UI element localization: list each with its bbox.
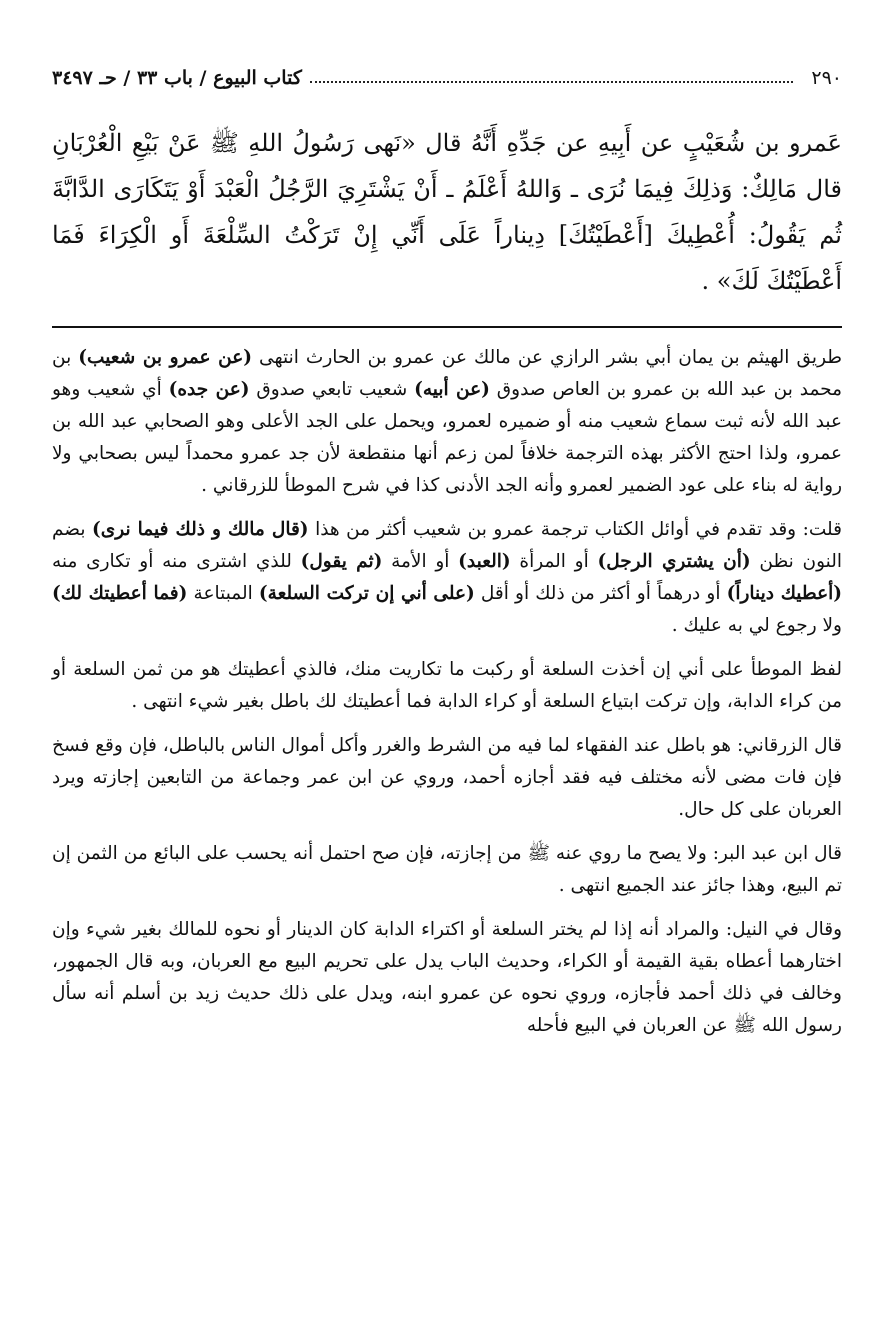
commentary-paragraph-3: لفظ الموطأ على أني إن أخذت السلعة أو ركبت ما تكاريت منك، فالذي أعطيتك هو من ثمن السلعة أو من كراء الدابة، وإن تركت ابتياع السلعة أو كراء الدابة فما أعطيتك لك باطل بغير شيء انتهى . <box>52 659 842 712</box>
commentary-paragraph-5: قال ابن عبد البر: ولا يصح ما روي عنه ﷺ من إجازته، فإن صح احتمل أنه يحسب على البائع من الثمن إن تم البيع، وهذا جائز عند الجميع انتهى . <box>52 843 842 896</box>
page-number: ٢٩٠ <box>811 67 842 89</box>
commentary-paragraph-2: قلت: وقد تقدم في أوائل الكتاب ترجمة عمرو بن شعيب أكثر من هذا (قال مالك و ذلك فيما نرى) بضم النون نظن (أن يشتري الرجل) أو المرأة (العبد) أو الأمة (ثم يقول) للذي اشترى منه أو تكارى منه (أعطيك ديناراً) أو درهماً أو أكثر من ذلك أو أقل (على أني إن تركت السلعة) المبتاعة (فما أعطيتك لك) ولا رجوع لي به عليك . <box>52 519 843 636</box>
commentary-paragraph-4: قال الزرقاني: هو باطل عند الفقهاء لما فيه من الشرط والغرر وأكل أموال الناس بالباطل، فإن وقع فسخ فإن فات مضى لأنه مختلف فيه فقد أجازه أحمد، وروي عن ابن عمر وجماعة من التابعين إجازته ويرد العربان على كل حال. <box>52 735 842 820</box>
hadith-text-block <box>52 120 842 304</box>
header-dotted-leader <box>310 81 794 83</box>
hadith-text: عَمرو بن شُعَيْبٍ عن أَبِيهِ عن جَدِّهِ أَنَّهُ قال «نَهى رَسُولُ اللهِ ﷺ عَنْ بَيْعِ الْعُرْبَانِ قال مَالِكٌ: وَذلِكَ فِيمَا نُرَى ـ وَاللهُ أَعْلَمُ ـ أَنْ يَشْتَرِيَ الرَّجُلُ الْعَبْدَ أَوْ يَتَكَارَى الدَّابَّةَ ثُم يَقُولُ: أُعْطِيكَ [أَعْطَيْتُكَ] دِيناراً عَلَى أَنِّي إِنْ تَرَكْتُ السِّلْعَةَ أَو الْكِرَاءَ فَمَا أَعْطَيْتُكَ لَكَ» . <box>52 129 842 295</box>
commentary-paragraph-6: وقال في النيل: والمراد أنه إذا لم يختر السلعة أو اكتراء الدابة كان الدينار أو نحوه للمالك بغير شيء وإن اختارهما أعطاه بقية القيمة أو الكراء، وحديث الباب يدل على تحريم البيع مع العربان، وبه قال الجمهور، وخالف في ذلك أحمد فأجازه، وروي نحوه عن عمرو ابنه، ويدل على ذلك حديث زيد بن أسلم أنه سأل رسول الله ﷺ عن العربان في البيع فأحله <box>52 919 842 1036</box>
commentary-block <box>52 342 842 1042</box>
running-title: كتاب البيوع / باب ٣٣ / حـ ٣٤٩٧ <box>52 67 302 89</box>
book-page <box>52 58 842 1328</box>
page-header <box>52 58 842 98</box>
commentary-paragraph-1: طريق الهيثم بن يمان أبي بشر الرازي عن مالك عن عمرو بن الحارث انتهى (عن عمرو بن شعيب) بن محمد بن عبد الله بن عمرو بن العاص صدوق (عن أبيه) شعيب تابعي صدوق (عن جده) أي شعيب وهو عبد الله لأنه ثبت سماع شعيب منه أو ضميره لعمرو، ويحمل على الجد الأعلى وهو الصحابي عبد الله بن عمرو، ولذا احتج الأكثر بهذه الترجمة خلافاً لمن زعم أنها منقطعة لأن جد عمرو محمداً ليس بصحابي ولا رواية له بناء على عود الضمير لعمرو وأنه الجد الأدنى كذا في شرح الموطأ للزرقاني . <box>52 347 842 496</box>
footnote-divider <box>52 326 842 328</box>
